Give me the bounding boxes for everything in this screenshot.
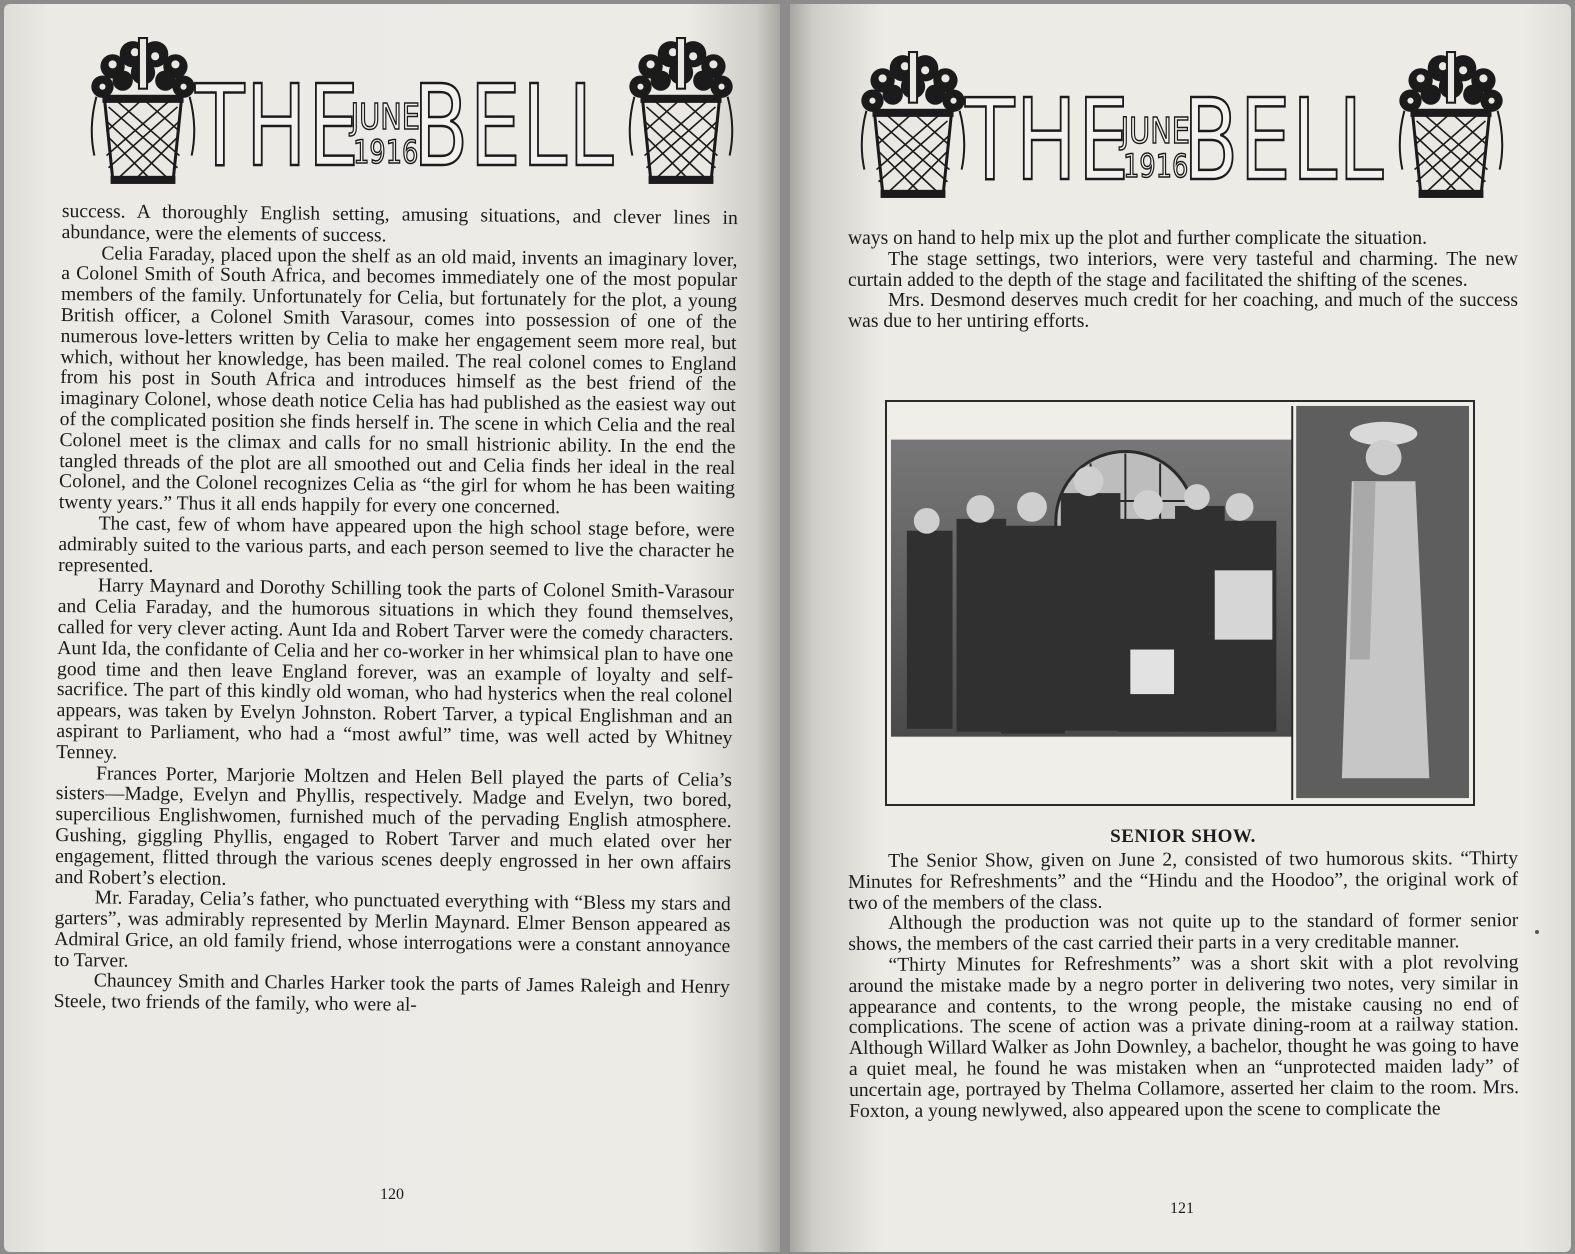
paragraph: Chauncey Smith and Charles Harker took the parts of James Raleigh and Henry Steele, two friends of the family, who were al- <box>53 970 730 1017</box>
masthead-year: 1916 <box>352 133 419 171</box>
paragraph: success. A thoroughly English setting, amusing situations, and clever lines in abundance, were the elements of success. <box>61 201 738 247</box>
masthead-month: JUNE <box>350 97 421 138</box>
flower-basket-icon <box>1390 50 1512 202</box>
paragraph: ways on hand to help mix up the plot and further complicate the situation. <box>848 228 1427 249</box>
section-heading: SENIOR SHOW. <box>1110 826 1256 847</box>
paragraph: Frances Porter, Marjorie Moltzen and Helen Bell played the parts of Celia’s sisters—Madge, Evelyn and Phyllis, respectively. Madge and Evelyn, two bored, supercilious Englishwomen, furnished much of the pervading English atmosphere. Gushing, giggling Phyllis, engaged to Robert Tarver and much elated over her engagement, flitted through the various scenes deeply engrossed in her own affairs and Robert’s election. <box>54 762 733 890</box>
masthead-bell: BELL <box>412 62 615 193</box>
masthead-bell: BELL <box>1182 76 1385 207</box>
flower-basket-icon <box>852 50 974 202</box>
left-page-body <box>54 202 738 1020</box>
paragraph: Although the production was not quite up to the standard of former senior shows, the members of the cast carried their parts in a very creditable manner. <box>848 910 1519 956</box>
masthead-the: THE <box>194 62 361 193</box>
right-page-body-bottom <box>848 849 1519 1122</box>
masthead-title <box>194 60 618 193</box>
paragraph: “Thirty Minutes for Refreshments” was a short skit with a plot revolving around the mistake made by a negro porter in delivering two notes, very similar in appearance and contents, to the wrong people, the mistake causing no end of complications. The scene of action was a private dining-room at a railway station. Although Willard Walker as John Downley, a bachelor, thought he was going to have a quiet meal, he found he was mistaken when an “unprotected maiden lady” of uncertain age, portrayed by Thelma Collamore, asserted her claim to the room. Mrs. Foxton, a young newlywed, also appeared upon the scene to complicate the <box>848 952 1520 1122</box>
right-page <box>790 4 1571 1252</box>
page-number: 121 <box>1170 1200 1194 1217</box>
right-page-body-top <box>848 229 1518 333</box>
paragraph: The stage settings, two interiors, were very tasteful and charming. The new curtain added to the depth of the stage and facilitated the shifting of the scenes. <box>848 248 1518 291</box>
paragraph: Mrs. Desmond deserves much credit for her coaching, and much of the success was due to her untiring efforts. <box>848 290 1518 333</box>
ink-speck <box>1535 930 1539 934</box>
paragraph: Harry Maynard and Dorothy Schilling took the parts of Colonel Smith-Varasour and Celia Faraday, and the humorous situations in which they found themselves, called for very clever acting. Aunt Ida and Robert Tarver were the comedy characters. Aunt Ida, the confidante of Celia and her co-worker in her whimsical plan to have one good time and then leave England forever, was an example of loyalty and self-sacrifice. The part of this kindly old woman, who had hysterics when the real colonel appears, was taken by Evelyn Johnston. Robert Tarver, a typical Englishman and an aspirant to Parliament, who had a “most awful” time, was well acted by Whitney Tenney. <box>56 575 735 764</box>
page-number: 120 <box>380 1186 404 1203</box>
flower-basket-icon <box>82 36 204 188</box>
flower-basket-icon <box>620 36 742 188</box>
cast-photograph <box>885 400 1475 806</box>
paragraph: The Senior Show, given on June 2, consisted of two humorous skits. “Thirty Minutes for Refreshments” and the “Hindu and the Hoodoo”, the original work of two of the members of the class. <box>848 848 1519 914</box>
masthead-month: JUNE <box>1120 111 1191 152</box>
left-page <box>4 4 780 1252</box>
paragraph: Mr. Faraday, Celia’s father, who punctuated everything with “Bless my stars and garters”, was admirably represented by Merlin Maynard. Elmer Benson appeared as Admiral Grice, an old family friend, whose interrogations were a constant annoyance to Tarver. <box>53 887 731 972</box>
paragraph: The cast, few of whom have appeared upon the high school stage before, were admirably suited to the various parts, and each person seemed to live the character he represented. <box>58 513 735 577</box>
masthead-year: 1916 <box>1122 147 1189 185</box>
masthead <box>852 46 1512 206</box>
masthead-the: THE <box>964 76 1131 207</box>
masthead-title <box>964 74 1388 207</box>
paragraph: Celia Faraday, placed upon the shelf as an old maid, invents an imaginary lover, a Colonel Smith of South Africa, and becomes immediately one of the most popular members of the family. Unfortunately for Celia, but fortunately for the plot, a young British officer, a Colonel Smith Varasour, comes into possession of one of the numerous love-letters written by Celia to make her engagement seem more real, but which, without her knowledge, has been mailed. The real colonel comes to England from his post in South Africa and introduces himself as the best friend of the imaginary Colonel, whose death notice Celia has had published as the easiest way out of the complicated position she finds herself in. The scene in which Celia and the real Colonel meet is the climax and calls for no small histrionic ability. In the end the tangled threads of the plot are all smoothed out and Celia finds her ideal in the real Colonel, and the Colonel recognizes Celia as “the girl for whom he has been waiting twenty years.” Thus it all ends happily for every one concerned. <box>58 243 738 519</box>
masthead <box>82 32 742 192</box>
